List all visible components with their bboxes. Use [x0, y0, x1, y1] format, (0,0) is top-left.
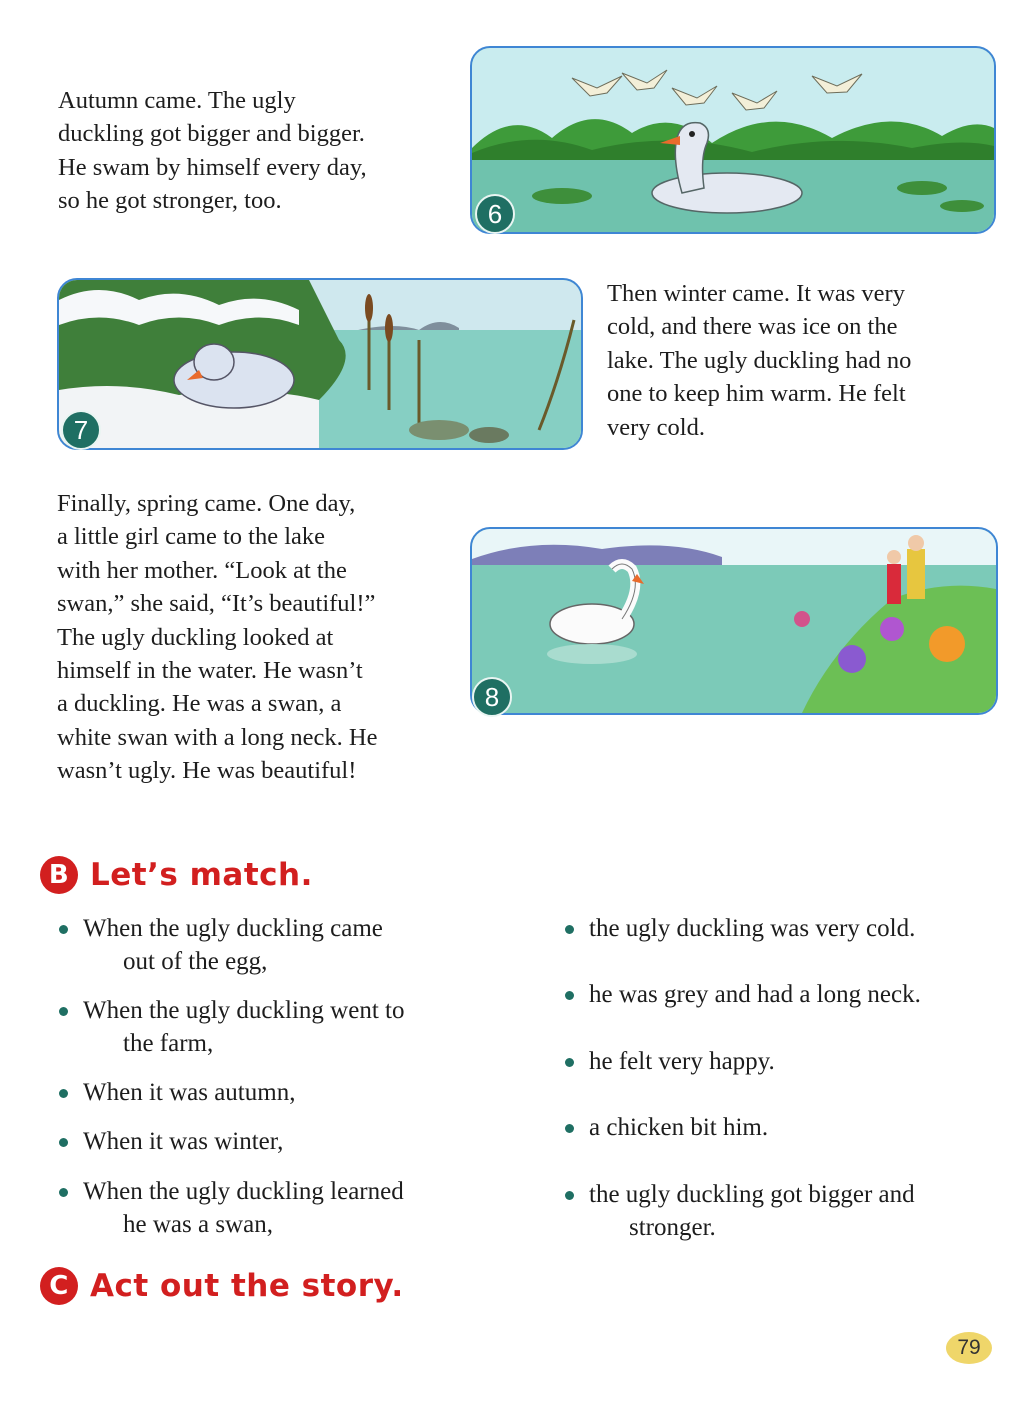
section-b-heading [40, 856, 313, 894]
bullet-dot [59, 1007, 68, 1016]
match-left-item-4[interactable] [59, 1125, 283, 1158]
bullet-dot [565, 1124, 574, 1133]
story-paragraph-autumn [58, 84, 367, 218]
match-left-text-cont: out of the egg, [123, 948, 268, 975]
match-left-text-cont: he was a swan, [123, 1211, 273, 1238]
section-b-title: Let’s match. [90, 857, 313, 893]
text-line: cold, and there was ice on the [607, 313, 898, 341]
text-line: lake. The ugly duckling had no [607, 346, 912, 374]
match-left-text: When the ugly duckling came [83, 915, 383, 942]
match-right-text: he was grey and had a long neck. [589, 981, 921, 1008]
bullet-dot [565, 991, 574, 1000]
match-left-text: When the ugly duckling learned [83, 1178, 404, 1205]
bullet-dot [59, 1138, 68, 1147]
section-c-title: Act out the story. [90, 1268, 404, 1304]
text-line: a little girl came to the lake [57, 523, 326, 551]
match-right-item-4[interactable] [565, 1111, 768, 1144]
bullet-dot [59, 1089, 68, 1098]
text-line: with her mother. “Look at the [57, 556, 347, 584]
text-line: wasn’t ugly. He was beautiful! [57, 757, 357, 785]
text-line: The ugly duckling looked at [57, 623, 334, 651]
picture-number-7: 7 [61, 410, 101, 450]
text-line: white swan with a long neck. He [57, 723, 378, 751]
illustration-spring-swan [470, 527, 998, 715]
text-line: himself in the water. He wasn’t [57, 657, 363, 685]
match-left-item-5[interactable] [59, 1175, 404, 1241]
match-left-item-1[interactable] [59, 912, 383, 978]
match-right-item-1[interactable] [565, 912, 915, 945]
section-b-letter: B [40, 856, 78, 894]
text-line: Autumn came. The ugly [58, 87, 296, 114]
picture-number-6: 6 [475, 194, 515, 234]
bullet-dot [59, 1188, 68, 1197]
match-left-text: When it was winter, [83, 1128, 284, 1155]
match-left-item-2[interactable] [59, 994, 404, 1060]
match-right-text: he felt very happy. [589, 1048, 775, 1075]
text-line: duckling got bigger and bigger. [58, 120, 365, 148]
section-c-heading [40, 1267, 404, 1305]
match-right-text-cont: stronger. [629, 1214, 716, 1241]
bullet-dot [565, 1191, 574, 1200]
match-right-text: the ugly duckling was very cold. [589, 915, 916, 942]
text-line: one to keep him warm. He felt [607, 380, 906, 408]
text-line: swan,” she said, “It’s beautiful!” [57, 590, 376, 618]
match-left-text: When the ugly duckling went to [83, 997, 405, 1024]
story-paragraph-spring [57, 487, 377, 788]
text-line: Then winter came. It was very [607, 280, 905, 307]
illustration-winter-lake [57, 278, 583, 450]
match-right-text: the ugly duckling got bigger and [589, 1181, 915, 1208]
story-paragraph-winter [607, 277, 911, 444]
bullet-dot [565, 925, 574, 934]
match-right-item-5[interactable] [565, 1178, 915, 1244]
bullet-dot [565, 1058, 574, 1067]
match-right-item-3[interactable] [565, 1045, 775, 1078]
section-c-letter: C [40, 1267, 78, 1305]
text-line: so he got stronger, too. [58, 187, 282, 215]
match-left-text: When it was autumn, [83, 1079, 296, 1106]
match-left-item-3[interactable] [59, 1076, 295, 1109]
text-line: Finally, spring came. One day, [57, 490, 356, 517]
picture-number-8: 8 [472, 677, 512, 717]
text-line: very cold. [607, 413, 705, 441]
bullet-dot [59, 925, 68, 934]
text-line: a duckling. He was a swan, a [57, 690, 342, 718]
text-line: He swam by himself every day, [58, 153, 367, 181]
match-left-text-cont: the farm, [123, 1030, 214, 1057]
match-right-text: a chicken bit him. [589, 1114, 769, 1141]
match-right-item-2[interactable] [565, 978, 921, 1011]
illustration-autumn-lake [470, 46, 996, 234]
page-number: 79 [946, 1332, 992, 1364]
